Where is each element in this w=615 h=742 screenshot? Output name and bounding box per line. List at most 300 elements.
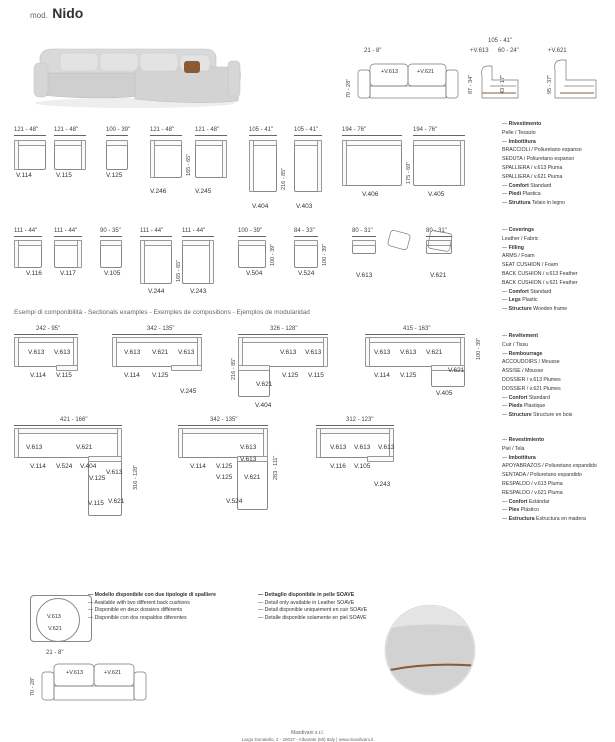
example-code-6-2: V.613 bbox=[378, 444, 395, 451]
row2-code-8: V.621 bbox=[430, 272, 447, 279]
example-code-3-4: V.114 bbox=[374, 372, 390, 379]
spec-line bbox=[502, 376, 572, 385]
row1-dimline-6 bbox=[294, 135, 322, 136]
spec-line bbox=[502, 155, 582, 164]
front-code-b: +V.621 bbox=[417, 69, 435, 75]
example-code-5-4: V.125 bbox=[216, 474, 233, 481]
row1-dim-2: 100 - 39" bbox=[106, 127, 131, 133]
example-code-2-5: V.404 bbox=[255, 402, 272, 409]
example-code-5-5: V.621 bbox=[244, 474, 261, 481]
spec-key: Filling bbox=[508, 244, 524, 251]
row2-dimline-2 bbox=[100, 236, 122, 237]
module-drawing bbox=[342, 140, 402, 186]
example-code-2-2: V.621 bbox=[256, 381, 273, 388]
spec-key: Rembourrage bbox=[508, 350, 543, 357]
module-arm bbox=[117, 428, 122, 458]
spec-line: — Confort Estándar bbox=[502, 498, 550, 505]
example-code-3-3: V.621 bbox=[448, 367, 465, 374]
spec-key: Pieds bbox=[508, 403, 523, 410]
module-arm bbox=[263, 428, 268, 458]
row2-dim-0: 111 - 44" bbox=[14, 228, 38, 234]
example-dim-3: 415 - 163" bbox=[403, 326, 431, 332]
example-code-1-1: V.621 bbox=[152, 349, 169, 356]
spec-value: Plástico bbox=[520, 507, 539, 514]
spec-line bbox=[502, 462, 597, 471]
row1-dim-4: 121 - 48" bbox=[195, 127, 220, 133]
examples-heading: Esempi di componibilità - Sectionals examples - Exemples de compositions - Ejemplos de modularidad bbox=[14, 309, 310, 316]
row1-code-7: V.406 bbox=[362, 191, 379, 198]
module-back bbox=[238, 365, 270, 371]
example-code-3-0: V.613 bbox=[374, 349, 391, 356]
spec-key: Comfort bbox=[508, 182, 529, 189]
spec-line: — Struttura Telaio in legno bbox=[502, 200, 566, 207]
row1-dimline-2 bbox=[106, 135, 128, 136]
example-code-4-7: V.621 bbox=[108, 498, 125, 505]
spec-value: Plastica bbox=[522, 191, 541, 198]
module-drawing bbox=[54, 140, 86, 170]
spec-key: Piedi bbox=[508, 191, 522, 198]
spec-line: — Piedi Plastica bbox=[502, 191, 541, 198]
spec-line: — Imbottitura bbox=[502, 454, 536, 461]
module-outline bbox=[413, 140, 465, 186]
detail-note-line-3: — Detail disponible uniquement en cuir SOAVE bbox=[258, 607, 368, 614]
row1-depth-3: 165 - 65" bbox=[186, 153, 192, 176]
module-back bbox=[367, 456, 394, 462]
module-back bbox=[238, 240, 266, 246]
example-code-1-5: V.245 bbox=[180, 388, 197, 395]
module-drawing bbox=[352, 240, 376, 254]
row1-dimline-1 bbox=[54, 135, 86, 136]
module-arm bbox=[316, 428, 321, 458]
module-arm bbox=[112, 337, 117, 367]
model-note-line-2: — Available with two different back cushions bbox=[88, 599, 190, 606]
row1-dimline-7 bbox=[342, 135, 402, 136]
spec-value: APOYABRAZOS / Poliuretano expandido bbox=[502, 463, 597, 470]
spec-key: Imbottitura bbox=[508, 138, 536, 145]
spec-value: ARMS / Foam bbox=[502, 253, 535, 260]
module-drawing bbox=[140, 240, 172, 284]
spec-value: Estándar bbox=[528, 498, 550, 505]
bottom-zoom-circle bbox=[36, 598, 80, 642]
spec-key: Comfort bbox=[508, 288, 529, 295]
front-elevation-drawing bbox=[350, 56, 610, 106]
module-back bbox=[352, 240, 376, 246]
row1-code-3: V.246 bbox=[150, 188, 167, 195]
module-drawing bbox=[14, 428, 122, 458]
example-depth-4: 316 - 128" bbox=[133, 464, 139, 490]
title bbox=[30, 5, 83, 23]
module-drawing bbox=[56, 365, 78, 369]
spec-line bbox=[502, 279, 577, 288]
row2-dimline-6 bbox=[294, 236, 318, 237]
example-dim-4: 421 - 166" bbox=[60, 417, 88, 423]
model-note-line-1: — Modello disponibile con due tipologie di spalliere bbox=[88, 592, 216, 598]
spec-line bbox=[502, 480, 597, 489]
spec-value: SENTADA / Poliuretano expandido bbox=[502, 472, 582, 479]
row1-code-0: V.114 bbox=[16, 172, 32, 179]
module-back bbox=[106, 140, 128, 146]
row1-code-2: V.125 bbox=[106, 172, 123, 179]
row2-dim-4: 111 - 44" bbox=[182, 228, 206, 234]
spec-line: — Pies Plástico bbox=[502, 507, 539, 514]
spec-value: ACCOUDOIRS / Mousse bbox=[502, 359, 560, 366]
example-dim-5: 342 - 135" bbox=[210, 417, 238, 423]
spec-value: SEDUTA / Poliuretano espanso bbox=[502, 156, 574, 163]
row2-dim-8: 80 - 31" bbox=[426, 228, 447, 234]
spec-value: DOSSIER / v.613 Plumes bbox=[502, 376, 561, 383]
module-drawing bbox=[106, 140, 128, 170]
spec-value: Standard bbox=[530, 288, 552, 295]
detail-note-line-1: — Dettaglio disponibile in pelle SOAVE bbox=[258, 592, 355, 598]
example-dimline-2 bbox=[238, 334, 328, 335]
row1-dim-0: 121 - 48" bbox=[14, 127, 39, 133]
example-code-4-4: V.524 bbox=[56, 463, 73, 470]
example-code-3-5: V.125 bbox=[400, 372, 417, 379]
spec-line: — Filling bbox=[502, 244, 524, 251]
example-dimline-3 bbox=[365, 334, 465, 335]
example-code-4-1: V.621 bbox=[76, 444, 93, 451]
spec-value: DOSSIER / v.621 Plumes bbox=[502, 385, 561, 392]
bottom-sofa-elevation bbox=[40, 658, 150, 702]
spec-value: RESPALDO / v.613 Pluma bbox=[502, 480, 563, 487]
spec-line bbox=[502, 270, 577, 279]
row1-code-4: V.245 bbox=[195, 188, 212, 195]
spec-value: Plastique bbox=[523, 403, 546, 410]
side-seat-height-dim: 43 - 17" bbox=[500, 74, 506, 94]
module-back bbox=[413, 140, 465, 146]
module-back bbox=[14, 428, 122, 434]
module-back bbox=[342, 140, 402, 146]
row2-dim-2: 90 - 35" bbox=[100, 228, 121, 234]
module-arm bbox=[14, 337, 19, 367]
spec-key: Confort bbox=[508, 394, 528, 401]
model-note bbox=[88, 592, 216, 622]
spec-value: BRACCIOLI / Poliuretano espanso bbox=[502, 147, 582, 154]
example-code-0-2: V.114 bbox=[30, 372, 46, 379]
spec-line: — Estructura Estructura en madera bbox=[502, 516, 586, 523]
module-back bbox=[100, 240, 122, 246]
row2-code-7: V.613 bbox=[356, 272, 373, 279]
row1-dimline-5 bbox=[249, 135, 277, 136]
example-dimline-1 bbox=[112, 334, 202, 335]
side-depth-dim: 60 - 24" bbox=[498, 48, 519, 54]
bottom-arm-dim: 21 - 8" bbox=[46, 650, 64, 656]
spec-value: Pelle / Tessuto bbox=[502, 129, 536, 136]
module-arm bbox=[14, 240, 19, 268]
row1-code-8: V.405 bbox=[428, 191, 445, 198]
row2-dimline-0 bbox=[14, 236, 42, 237]
sofa-photo bbox=[30, 35, 245, 110]
spec-line bbox=[502, 489, 597, 498]
module-back bbox=[294, 240, 318, 246]
spec-line: — Structure Structure en bois bbox=[502, 412, 573, 419]
example-code-5-2: V.114 bbox=[190, 463, 206, 470]
spec-line: — Revêtement bbox=[502, 333, 539, 339]
leather-detail-photo bbox=[380, 600, 480, 700]
spec-key: Imbottitura bbox=[508, 454, 536, 461]
side-code-b: +V.621 bbox=[548, 48, 567, 54]
module-arm bbox=[14, 140, 19, 170]
specs-en bbox=[502, 226, 577, 314]
spec-key: Rivestimento bbox=[508, 121, 542, 127]
module-drawing bbox=[367, 456, 394, 460]
footer-address: Largo Donatello, 2 - 20037 - Albairate (Mi) Italy | www.maxdivani.it bbox=[241, 737, 374, 742]
spec-value: Cuir / Tissu bbox=[502, 341, 528, 348]
row2-dim-3: 111 - 44" bbox=[140, 228, 164, 234]
module-arm bbox=[317, 140, 322, 192]
row1-code-1: V.115 bbox=[56, 172, 72, 179]
spec-value: Standard bbox=[528, 394, 550, 401]
specs-it bbox=[502, 120, 582, 208]
front-width-dim: 105 - 41" bbox=[488, 38, 513, 44]
row1-dimline-3 bbox=[150, 135, 182, 136]
example-code-4-6: V.125 bbox=[89, 475, 106, 482]
model-note-line-4: — Disponible con dos respaldos diferentes bbox=[88, 614, 187, 621]
example-code-4-3: V.114 bbox=[30, 463, 46, 470]
row2-dimline-5 bbox=[238, 236, 266, 237]
module-arm bbox=[342, 140, 347, 186]
spec-key: Structure bbox=[508, 306, 532, 313]
spec-line bbox=[502, 261, 577, 270]
detail-note bbox=[258, 592, 367, 622]
bottom-code-2: V.621 bbox=[48, 626, 62, 632]
module-arm bbox=[14, 428, 19, 458]
side-height-dim-2: 95 - 37" bbox=[547, 74, 553, 94]
spec-value: ASSISE / Mousse bbox=[502, 368, 544, 375]
row2-code-4: V.243 bbox=[190, 288, 207, 295]
row2-code-3: V.244 bbox=[148, 288, 165, 295]
row2-dim-6: 84 - 33" bbox=[294, 228, 315, 234]
example-code-4-2: V.613 bbox=[106, 469, 123, 476]
spec-line bbox=[502, 235, 577, 244]
module-outline bbox=[342, 140, 402, 186]
example-dimline-6 bbox=[316, 425, 394, 426]
example-code-2-3: V.125 bbox=[282, 372, 299, 379]
row2-dimline-4 bbox=[182, 236, 214, 237]
module-back bbox=[238, 337, 328, 343]
row2-depth-6: 100 - 39" bbox=[322, 243, 328, 266]
row1-depth-5: 216 - 85" bbox=[281, 167, 287, 190]
example-code-1-3: V.114 bbox=[124, 372, 140, 379]
spec-line: — Revestimiento bbox=[502, 437, 545, 443]
spec-line: — Confort Standard bbox=[502, 394, 550, 401]
spec-value: SPALLIERA / v.613 Piuma bbox=[502, 164, 563, 171]
spec-line bbox=[502, 385, 572, 394]
row1-dim-1: 121 - 48" bbox=[54, 127, 79, 133]
example-code-6-0: V.613 bbox=[330, 444, 347, 451]
module-back bbox=[88, 456, 122, 462]
spec-line bbox=[502, 252, 577, 261]
module-drawing bbox=[54, 240, 82, 268]
row1-depth-7: 175 - 69" bbox=[406, 161, 412, 184]
module-arm bbox=[197, 337, 202, 367]
spec-value: Wooden frame bbox=[533, 306, 568, 313]
detail-note-line-2: — Detail only available in Leather SOAVE bbox=[258, 599, 355, 606]
spec-value: BACK CUSHION / v.613 Feather bbox=[502, 270, 578, 277]
row2-code-2: V.105 bbox=[104, 270, 121, 277]
row1-dim-8: 194 - 76" bbox=[413, 127, 438, 133]
example-dim-0: 242 - 95" bbox=[36, 326, 61, 332]
module-arm bbox=[81, 140, 86, 170]
row1-dimline-4 bbox=[195, 135, 227, 136]
module-drawing bbox=[413, 140, 465, 186]
example-code-6-4: V.105 bbox=[354, 463, 371, 470]
module-back bbox=[56, 365, 78, 371]
spec-value: BACK CUSHION / v.621 Feather bbox=[502, 279, 578, 286]
module-drawing bbox=[249, 140, 277, 192]
spec-key: Struttura bbox=[508, 200, 531, 207]
spec-line: — Structure Wooden frame bbox=[502, 306, 568, 313]
front-code-a: +V.613 bbox=[381, 69, 399, 75]
example-dim-2: 326 - 128" bbox=[270, 326, 298, 332]
bottom-elev-code-b: +V.621 bbox=[104, 670, 122, 676]
module-drawing bbox=[178, 428, 268, 458]
example-code-3-6: V.405 bbox=[436, 390, 453, 397]
spec-key: Structure bbox=[508, 412, 532, 419]
example-code-0-3: V.115 bbox=[56, 372, 72, 379]
row2-dim-7: 80 - 31" bbox=[352, 228, 373, 234]
example-dimline-5 bbox=[178, 425, 268, 426]
row2-code-6: V.524 bbox=[298, 270, 315, 277]
spec-line: — Pieds Plastique bbox=[502, 403, 546, 410]
spec-key: Pies bbox=[508, 507, 520, 514]
example-dimline-4 bbox=[14, 425, 122, 426]
module-arm bbox=[460, 337, 465, 367]
row1-dim-7: 194 - 76" bbox=[342, 127, 367, 133]
spec-line: — Imbottitura bbox=[502, 138, 536, 145]
spec-value: SPALLIERA / v.621 Piuma bbox=[502, 173, 563, 180]
module-arm bbox=[77, 240, 82, 268]
spec-line bbox=[502, 358, 572, 367]
spec-line bbox=[502, 471, 597, 480]
module-drawing bbox=[14, 140, 46, 170]
example-code-6-5: V.243 bbox=[374, 481, 391, 488]
spec-key: Coverings bbox=[508, 227, 535, 233]
example-code-4-8: V.115 bbox=[88, 500, 104, 507]
spec-line: — Comfort Standard bbox=[502, 182, 552, 189]
spec-value: Plastic bbox=[522, 297, 538, 304]
example-dim-6: 312 - 123" bbox=[346, 417, 374, 423]
example-code-4-0: V.613 bbox=[26, 444, 43, 451]
row2-dimline-7 bbox=[352, 236, 376, 237]
spec-line bbox=[502, 129, 582, 138]
spec-value: Leather / Fabric bbox=[502, 235, 539, 242]
module-drawing bbox=[150, 140, 182, 178]
example-code-6-1: V.613 bbox=[354, 444, 371, 451]
specs-fr bbox=[502, 332, 572, 420]
module-arm bbox=[178, 428, 183, 458]
example-depth-3: 100 - 39" bbox=[476, 337, 482, 360]
spec-line bbox=[502, 367, 572, 376]
spec-value: Standard bbox=[530, 182, 552, 189]
bottom-elev-code-a: +V.613 bbox=[66, 670, 84, 676]
spec-key: Legs bbox=[508, 297, 521, 304]
spec-line: — Rivestimento bbox=[502, 121, 542, 127]
side-height-dim: 87 - 34" bbox=[468, 74, 474, 94]
spec-value: RESPALDO / v.621 Pluma bbox=[502, 489, 563, 496]
front-height-dim: 70 - 28" bbox=[346, 78, 352, 98]
row2-dimline-3 bbox=[140, 236, 172, 237]
module-arm bbox=[249, 140, 254, 192]
example-code-5-6: V.524 bbox=[226, 498, 243, 505]
example-depth-2: 216 - 85" bbox=[231, 357, 237, 380]
module-arm bbox=[140, 240, 145, 284]
bottom-height-dim: 70 - 28" bbox=[30, 676, 36, 696]
example-code-1-2: V.613 bbox=[178, 349, 195, 356]
row2-depth-5: 100 - 39" bbox=[270, 243, 276, 266]
module-arm bbox=[389, 428, 394, 458]
module-drawing bbox=[100, 240, 122, 268]
model-name: Nido bbox=[52, 5, 84, 21]
module-drawing bbox=[182, 240, 214, 284]
module-back bbox=[316, 428, 394, 434]
spec-line: — Comfort Standard bbox=[502, 288, 552, 295]
spec-value: Structure en bois bbox=[533, 412, 573, 419]
specs-es bbox=[502, 436, 597, 524]
example-code-2-1: V.613 bbox=[305, 349, 322, 356]
spec-value: SEAT CUSHION / Foam bbox=[502, 262, 559, 269]
example-code-3-2: V.621 bbox=[426, 349, 443, 356]
module-back bbox=[171, 365, 203, 371]
row2-code-0: V.116 bbox=[26, 270, 42, 277]
spec-key: Confort bbox=[508, 498, 528, 505]
spec-value: Piel / Tela bbox=[502, 445, 525, 452]
example-code-5-3: V.125 bbox=[216, 463, 233, 470]
spec-value: Estructura en madera bbox=[536, 516, 586, 523]
row1-dim-6: 105 - 41" bbox=[294, 127, 319, 133]
row1-dimline-0 bbox=[14, 135, 46, 136]
spec-value: Telaio in legno bbox=[531, 200, 566, 207]
bottom-code-1: V.613 bbox=[47, 614, 61, 620]
row2-depth-3: 165 - 65" bbox=[176, 259, 182, 282]
module-arm bbox=[209, 240, 214, 284]
spec-line bbox=[502, 445, 597, 454]
row1-dimline-8 bbox=[413, 135, 465, 136]
spec-key: Estructura bbox=[508, 516, 535, 523]
row2-code-5: V.504 bbox=[246, 270, 263, 277]
row1-code-5: V.404 bbox=[252, 203, 269, 210]
spec-line bbox=[502, 164, 582, 173]
example-code-1-4: V.125 bbox=[152, 372, 169, 379]
spec-line bbox=[502, 146, 582, 155]
front-arm-dim: 21 - 8" bbox=[364, 48, 382, 54]
module-arm bbox=[222, 140, 227, 178]
row2-dim-5: 100 - 39" bbox=[238, 228, 263, 234]
example-code-5-0: V.613 bbox=[240, 444, 257, 451]
example-code-2-4: V.115 bbox=[308, 372, 324, 379]
module-drawing bbox=[294, 240, 318, 268]
row2-dim-1: 111 - 44" bbox=[54, 228, 78, 234]
example-code-4-5: V.404 bbox=[80, 463, 97, 470]
module-drawing bbox=[14, 240, 42, 268]
spec-line: — Coverings bbox=[502, 227, 535, 233]
side-code-a: +V.613 bbox=[470, 48, 489, 54]
module-back bbox=[112, 337, 202, 343]
module-drawing bbox=[171, 365, 203, 369]
spec-line: — Legs Plastic bbox=[502, 297, 538, 304]
detail-note-line-4: — Detalle disponible solamente en piel SOAVE bbox=[258, 614, 367, 621]
row1-dim-3: 121 - 48" bbox=[150, 127, 175, 133]
spec-line: — Rembourrage bbox=[502, 350, 543, 357]
module-drawing bbox=[294, 140, 322, 192]
row2-dimline-1 bbox=[54, 236, 82, 237]
example-code-0-0: V.613 bbox=[28, 349, 45, 356]
module-drawing bbox=[316, 428, 394, 458]
row1-dim-5: 105 - 41" bbox=[249, 127, 274, 133]
module-drawing bbox=[195, 140, 227, 178]
module-arm bbox=[323, 337, 328, 367]
example-code-6-3: V.116 bbox=[330, 463, 346, 470]
